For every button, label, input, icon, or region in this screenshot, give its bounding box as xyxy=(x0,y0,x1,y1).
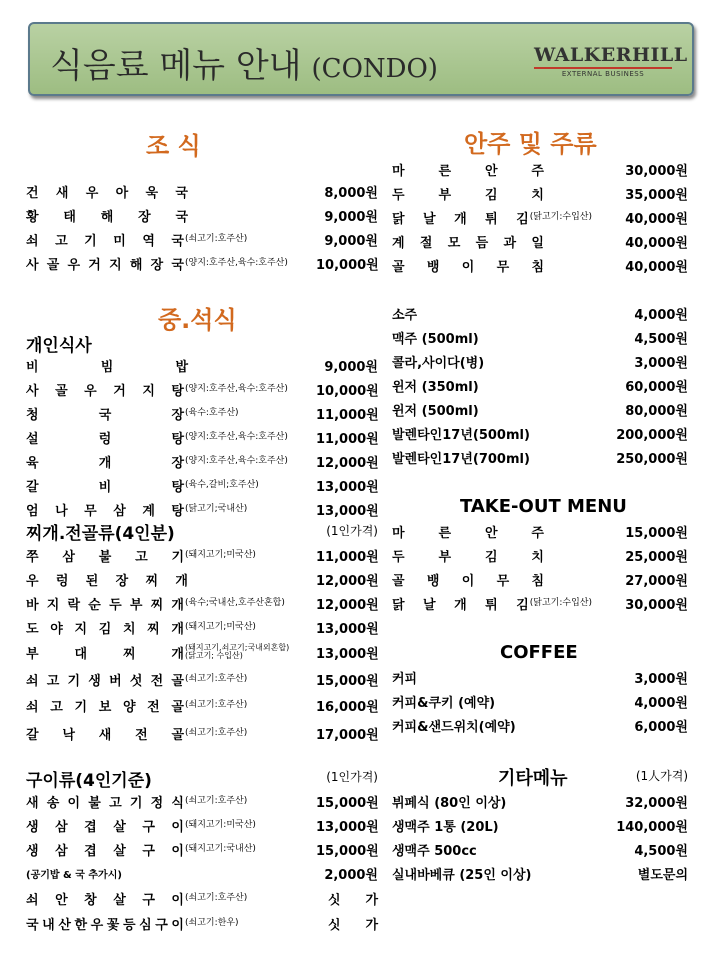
subheading-grill: 구이류(4인기준) xyxy=(26,771,152,791)
menu-item-row xyxy=(392,862,688,884)
menu-item-name xyxy=(392,376,592,395)
menu-item-price: 4,000원 xyxy=(634,307,688,323)
item-name-text: 콜라,사이다(병) xyxy=(392,355,485,371)
menu-item-row xyxy=(392,666,688,688)
menu-item-price: 60,000원 xyxy=(625,379,688,395)
walkerhill-logo xyxy=(534,44,688,78)
menu-item-name xyxy=(392,792,592,811)
menu-item-price: 6,000원 xyxy=(634,719,688,735)
menu-item-name xyxy=(392,208,592,227)
menu-item-price: 11,000원 xyxy=(316,549,379,565)
menu-item-row xyxy=(26,450,378,472)
menu-item-row xyxy=(392,422,688,444)
origin-note: (양지:호주산,육수:호주산) xyxy=(185,383,288,394)
item-name-text: 소주 xyxy=(392,307,418,323)
menu-item-price: 40,000원 xyxy=(625,235,688,251)
item-name-text: 마 른 안 주 xyxy=(392,163,544,179)
menu-item-name xyxy=(26,594,316,613)
stew-price-unit: (1인가격) xyxy=(326,524,378,538)
origin-note: (쇠고기:호주산) xyxy=(185,727,248,738)
menu-item-name xyxy=(26,452,316,471)
section-heading-snacks-drinks: 안주 및 주류 xyxy=(464,130,597,158)
item-name-text: 바 지 락 순 두 부 찌 개 xyxy=(26,597,184,613)
menu-item-price: 13,000원 xyxy=(316,646,379,662)
menu-item-name xyxy=(26,546,316,565)
menu-item-name xyxy=(26,380,316,399)
menu-item-name xyxy=(392,816,592,835)
menu-item-row xyxy=(26,498,378,520)
menu-item-price: 32,000원 xyxy=(625,795,688,811)
menu-item-row xyxy=(392,398,688,420)
menu-item-row xyxy=(26,180,378,202)
origin-note: (닭고기;국내산) xyxy=(185,503,248,514)
menu-item-row xyxy=(26,354,378,376)
item-name-text: 발렌타인17년(700ml) xyxy=(392,451,530,467)
item-name-text: 뷔페식 (80인 이상) xyxy=(392,795,507,811)
item-name-text: 두 부 김 치 xyxy=(392,187,544,203)
item-name-text: 골 뱅 이 무 침 xyxy=(392,259,544,275)
menu-item-name xyxy=(392,546,592,565)
menu-item-row xyxy=(26,402,378,424)
menu-item-row xyxy=(26,641,378,663)
item-name-text: 도 야 지 김 치 찌 개 xyxy=(26,621,184,637)
menu-item-row xyxy=(392,374,688,396)
menu-item-row xyxy=(26,568,378,590)
menu-item-row xyxy=(26,616,378,638)
menu-item-price: 15,000원 xyxy=(316,673,379,689)
origin-note: (돼지고기;미국산) xyxy=(185,621,256,632)
menu-item-row xyxy=(26,722,378,744)
menu-item-price: 4,500원 xyxy=(634,843,688,859)
menu-item-price: 16,000원 xyxy=(316,699,379,715)
menu-item-price: 10,000원 xyxy=(316,257,379,273)
section-heading-coffee: COFFEE xyxy=(500,642,578,663)
menu-item-name xyxy=(26,724,316,743)
origin-note: (양지:호주산,육수:호주산) xyxy=(185,431,288,442)
logo-subtitle: EXTERNAL BUSINESS xyxy=(561,70,645,78)
menu-item-row xyxy=(26,838,378,860)
menu-item-name xyxy=(26,816,316,835)
menu-item-price: 8,000원 xyxy=(324,185,378,201)
menu-item-price: 9,000원 xyxy=(324,209,378,225)
menu-item-name xyxy=(26,670,316,689)
item-name-text: 발렌타인17년(500ml) xyxy=(392,427,530,443)
menu-item-name xyxy=(26,500,316,519)
item-name-text: 생 삼 겹 살 구 이 xyxy=(26,843,184,859)
subheading-stews: 찌개.전골류(4인분) xyxy=(26,524,175,544)
menu-item-price: 3,000원 xyxy=(634,355,688,371)
origin-note: (양지:호주산,육수:호주산) xyxy=(185,257,288,268)
menu-item-price: 250,000원 xyxy=(616,451,688,467)
other-price-unit: (1人가격) xyxy=(635,769,688,783)
menu-item-price: 13,000원 xyxy=(316,621,379,637)
item-name-text: 청 국 장 xyxy=(26,407,184,423)
menu-item-price: 9,000원 xyxy=(324,359,378,375)
logo-name: WALKERHILL xyxy=(534,44,688,66)
menu-item-price: 17,000원 xyxy=(316,727,379,743)
menu-item-name xyxy=(26,206,316,225)
menu-item-row xyxy=(26,252,378,274)
menu-item-price: 15,000원 xyxy=(625,525,688,541)
origin-note-line: (닭고기; 수입산) xyxy=(185,651,243,660)
menu-item-price: 11,000원 xyxy=(316,407,379,423)
item-name-text: 닭 날 개 튀 김 xyxy=(392,211,529,227)
menu-item-name xyxy=(392,232,592,251)
menu-item-row xyxy=(392,158,688,180)
menu-item-name xyxy=(26,182,316,201)
menu-item-name xyxy=(392,716,592,735)
menu-item-name xyxy=(392,256,592,275)
origin-note: (돼지고기:국내산) xyxy=(185,843,256,854)
logo-rule xyxy=(534,67,672,69)
menu-item-name xyxy=(392,400,592,419)
menu-item-name xyxy=(392,864,592,883)
item-name-text: 부 대 찌 개 xyxy=(26,646,184,662)
item-name-text: (공기밥 & 국 추가시) xyxy=(26,869,122,881)
menu-item-row xyxy=(26,887,378,909)
menu-item-price: 10,000원 xyxy=(316,383,379,399)
item-name-text: 맥주 (500ml) xyxy=(392,331,479,347)
origin-note: (육수:호주산) xyxy=(185,407,239,418)
item-name-text: 황 태 해 장 국 xyxy=(26,209,188,225)
menu-item-name xyxy=(392,352,592,371)
menu-item-name xyxy=(392,840,592,859)
item-name-text: 사 골 우 거 지 탕 xyxy=(26,383,184,399)
menu-item-name xyxy=(26,696,316,715)
menu-item-price: 35,000원 xyxy=(625,187,688,203)
menu-item-price: 140,000원 xyxy=(616,819,688,835)
menu-item-row xyxy=(392,690,688,712)
menu-item-row xyxy=(392,182,688,204)
item-name-text: 커피 xyxy=(392,671,418,687)
origin-note: (육수,갈비;호주산) xyxy=(185,479,259,490)
origin-note: (양지:호주산,육수:호주산) xyxy=(185,455,288,466)
menu-item-row xyxy=(392,544,688,566)
menu-item-price: 30,000원 xyxy=(625,597,688,613)
item-name-text: 생 삼 겹 살 구 이 xyxy=(26,819,184,835)
menu-item-row xyxy=(26,204,378,226)
item-name-text: 계 절 모 듬 과 일 xyxy=(392,235,544,251)
menu-item-name xyxy=(26,404,316,423)
menu-item-price: 12,000원 xyxy=(316,573,379,589)
menu-item-row xyxy=(392,206,688,228)
menu-item-price: 27,000원 xyxy=(625,573,688,589)
item-name-text: 국 내 산 한 우 꽃 등 심 구 이 xyxy=(26,917,184,933)
section-heading-other-menu: 기타메뉴 xyxy=(498,768,568,789)
menu-item-name xyxy=(392,328,592,347)
menu-item-name xyxy=(26,866,316,881)
menu-item-name xyxy=(392,522,592,541)
menu-item-price: 11,000원 xyxy=(316,431,379,447)
menu-item-row xyxy=(26,544,378,566)
menu-item-row xyxy=(392,302,688,324)
menu-item-price: 13,000원 xyxy=(316,819,379,835)
item-name-text: 쇠 고 기 보 양 전 골 xyxy=(26,699,184,715)
menu-item-row xyxy=(26,474,378,496)
menu-item-price: 13,000원 xyxy=(316,479,379,495)
menu-item-name xyxy=(26,643,316,662)
origin-note xyxy=(185,644,289,660)
menu-item-price: 4,000원 xyxy=(634,695,688,711)
menu-item-name xyxy=(392,570,592,589)
menu-item-name xyxy=(392,692,592,711)
menu-item-row xyxy=(392,592,688,614)
menu-item-row xyxy=(392,814,688,836)
origin-note: (쇠고기:한우) xyxy=(185,917,239,928)
menu-item-price: 13,000원 xyxy=(316,503,379,519)
origin-note-line: (돼지고기,쇠고기;국내외혼합) xyxy=(185,643,290,652)
menu-item-name xyxy=(392,184,592,203)
menu-item-name xyxy=(26,792,316,811)
item-name-text: 쇠 고 기 생 버 섯 전 골 xyxy=(26,673,184,689)
item-name-text: 엄 나 무 삼 계 탕 xyxy=(26,503,184,519)
menu-item-price: 싯 가 xyxy=(328,917,378,933)
menu-item-row xyxy=(392,568,688,590)
item-name-text: 윈저 (500ml) xyxy=(392,403,479,419)
item-name-text: 설 렁 탕 xyxy=(26,431,184,447)
menu-item-name xyxy=(26,254,316,273)
item-name-text: 갈 비 탕 xyxy=(26,479,184,495)
menu-item-price: 2,000원 xyxy=(324,867,378,883)
page-title xyxy=(50,38,438,87)
menu-item-price: 15,000원 xyxy=(316,843,379,859)
origin-note: (육수;국내산,호주산혼합) xyxy=(185,597,285,608)
item-name-text: 건 새 우 아 욱 국 xyxy=(26,185,188,201)
menu-item-price: 9,000원 xyxy=(324,233,378,249)
item-name-text: 닭 날 개 튀 김 xyxy=(392,597,529,613)
menu-item-row xyxy=(26,694,378,716)
menu-item-row xyxy=(26,668,378,690)
menu-item-name xyxy=(26,618,316,637)
item-name-text: 갈 낙 새 전 골 xyxy=(26,727,184,743)
item-name-text: 생맥주 1통 (20L) xyxy=(392,819,499,835)
menu-item-row xyxy=(392,520,688,542)
menu-item-price: 40,000원 xyxy=(625,211,688,227)
grill-price-unit: (1인가격) xyxy=(326,770,378,784)
origin-note: (쇠고기:호주산) xyxy=(185,699,248,710)
origin-note: (닭고기:수입산) xyxy=(529,211,592,222)
menu-item-row xyxy=(26,814,378,836)
menu-item-price: 12,000원 xyxy=(316,455,379,471)
menu-item-row xyxy=(392,714,688,736)
menu-item-price: 4,500원 xyxy=(634,331,688,347)
item-name-text: 우 렁 된 장 찌 개 xyxy=(26,573,188,589)
menu-item-name xyxy=(26,570,316,589)
item-name-text: 사 골 우 거 지 해 장 국 xyxy=(26,257,184,273)
item-name-text: 실내바베큐 (25인 이상) xyxy=(392,867,532,883)
item-name-text: 쭈 삼 불 고 기 xyxy=(26,549,184,565)
origin-note: (쇠고기:호주산) xyxy=(185,673,248,684)
title-banner xyxy=(28,22,694,96)
menu-item-price: 12,000원 xyxy=(316,597,379,613)
origin-note: (쇠고기:호주산) xyxy=(185,795,248,806)
item-name-text: 골 뱅 이 무 침 xyxy=(392,573,544,589)
item-name-text: 윈저 (350ml) xyxy=(392,379,479,395)
menu-item-price: 40,000원 xyxy=(625,259,688,275)
menu-item-row xyxy=(392,838,688,860)
menu-item-name xyxy=(26,476,316,495)
menu-item-row xyxy=(26,426,378,448)
origin-note: (돼지고기:미국산) xyxy=(185,819,256,830)
menu-item-name xyxy=(392,304,592,323)
menu-item-price: 30,000원 xyxy=(625,163,688,179)
item-name-text: 육 개 장 xyxy=(26,455,184,471)
menu-item-row xyxy=(26,592,378,614)
menu-item-price: 25,000원 xyxy=(625,549,688,565)
menu-item-row xyxy=(26,790,378,812)
item-name-text: 커피&샌드위치(예약) xyxy=(392,719,516,735)
item-name-text: 커피&쿠키 (예약) xyxy=(392,695,496,711)
menu-item-price: 싯 가 xyxy=(328,892,378,908)
origin-note: (쇠고기:호주산) xyxy=(185,233,248,244)
menu-item-name xyxy=(392,448,592,467)
menu-item-name xyxy=(26,230,316,249)
menu-item-row xyxy=(392,254,688,276)
subheading-personal-meals: 개인식사 xyxy=(26,336,92,356)
menu-item-row xyxy=(392,230,688,252)
menu-item-price: 별도문의 xyxy=(637,867,688,883)
section-heading-breakfast xyxy=(146,126,256,161)
menu-item-row xyxy=(26,228,378,250)
menu-item-row xyxy=(26,378,378,400)
title-english: (CONDO) xyxy=(311,54,438,84)
title-korean: 식음료 메뉴 안내 xyxy=(50,46,302,86)
item-name-text: 생맥주 500cc xyxy=(392,843,477,859)
section-heading-lunch-dinner: 중.석식 xyxy=(158,306,237,334)
menu-item-name xyxy=(392,424,592,443)
item-name-text: 새 송 이 불 고 기 정 식 xyxy=(26,795,184,811)
menu-item-row xyxy=(392,326,688,348)
item-name-text: 쇠 안 창 살 구 이 xyxy=(26,892,184,908)
menu-item-name xyxy=(392,594,592,613)
menu-item-row xyxy=(392,350,688,372)
origin-note: (쇠고기:호주산) xyxy=(185,892,248,903)
menu-item-row xyxy=(26,862,378,884)
menu-item-name xyxy=(26,914,316,933)
menu-item-price: 15,000원 xyxy=(316,795,379,811)
menu-item-row xyxy=(392,790,688,812)
breakfast-heading-text: 조 식 xyxy=(146,132,201,160)
menu-item-price: 80,000원 xyxy=(625,403,688,419)
menu-item-name xyxy=(26,356,316,375)
menu-item-name xyxy=(26,428,316,447)
menu-item-name xyxy=(26,889,316,908)
item-name-text: 쇠 고 기 미 역 국 xyxy=(26,233,184,249)
menu-item-row xyxy=(392,446,688,468)
origin-note: (닭고기:수입산) xyxy=(529,597,592,608)
item-name-text: 두 부 김 치 xyxy=(392,549,544,565)
origin-note: (돼지고기;미국산) xyxy=(185,549,256,560)
menu-item-price: 3,000원 xyxy=(634,671,688,687)
section-heading-takeout: TAKE-OUT MENU xyxy=(460,496,627,517)
menu-item-name xyxy=(392,668,592,687)
menu-item-price: 200,000원 xyxy=(616,427,688,443)
menu-item-row xyxy=(26,912,378,934)
item-name-text: 비 빔 밥 xyxy=(26,359,188,375)
menu-item-name xyxy=(392,160,592,179)
menu-item-name xyxy=(26,840,316,859)
item-name-text: 마 른 안 주 xyxy=(392,525,544,541)
